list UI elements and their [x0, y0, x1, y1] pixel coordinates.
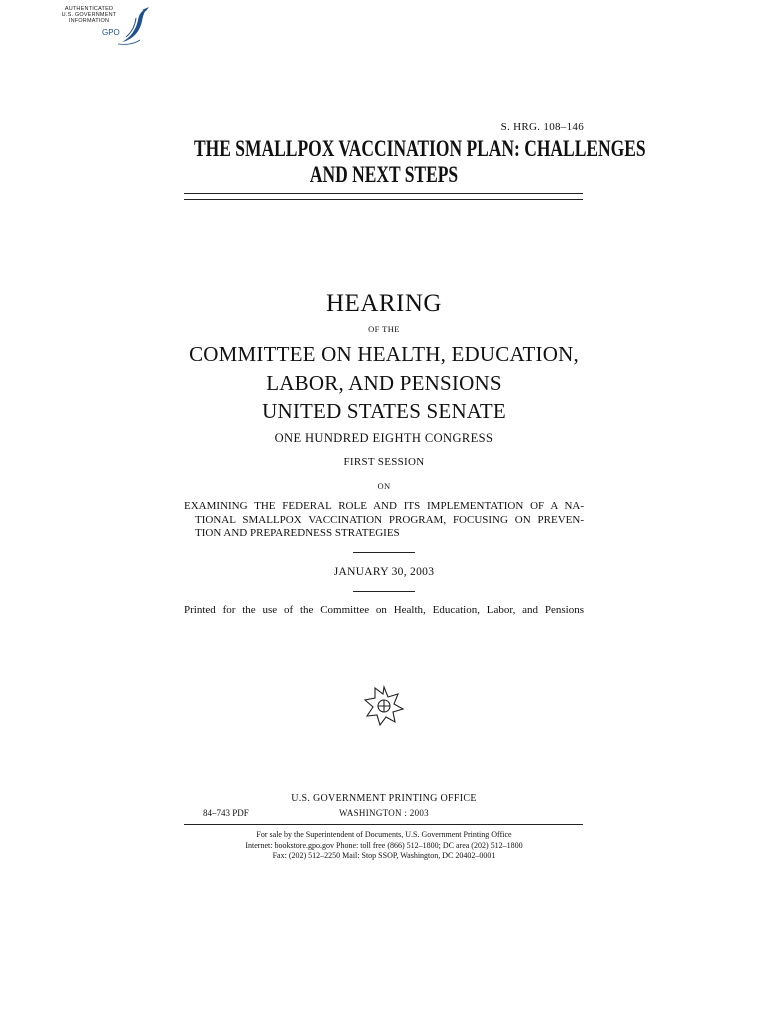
subject-line-3: TION AND PREPAREDNESS STRATEGIES: [195, 527, 400, 539]
committee-name: [134, 340, 634, 426]
title-double-rule: [184, 193, 583, 200]
place-label: WASHINGTON: [339, 808, 402, 818]
committee-line-2: LABOR, AND PENSIONS: [266, 370, 502, 395]
sale-information: [134, 830, 634, 862]
title-line-2: AND NEXT STEPS: [309, 162, 459, 187]
committee-line-1: COMMITTEE ON HEALTH, EDUCATION,: [189, 342, 579, 366]
printed-for-note: Printed for the use of the Committee on Health, Education, Labor, and Pensions: [184, 604, 584, 616]
session-label: FIRST SESSION: [343, 456, 425, 468]
date-rule-top: [353, 552, 415, 553]
sale-line-2: Internet: bookstore.gpo.gov Phone: toll free (866) 512–1800; DC area (202) 512–1800: [245, 840, 523, 850]
on-label: ON: [377, 481, 391, 491]
seal-text: [58, 6, 120, 24]
date-rule-bottom: [353, 591, 415, 592]
sale-line-1: For sale by the Superintendent of Documents, U.S. Government Printing Office: [256, 830, 512, 839]
title-line-1: THE SMALLPOX VACCINATION PLAN: CHALLENGES: [194, 136, 646, 161]
year-label: : 2003: [404, 808, 429, 818]
congress-label: ONE HUNDRED EIGHTH CONGRESS: [274, 431, 494, 445]
seal-line-1: AUTHENTICATED: [64, 6, 114, 12]
hearing-number: S. HRG. 108–146: [500, 121, 584, 133]
of-the-label: OF THE: [368, 324, 400, 334]
footer-rule: [184, 824, 583, 825]
subject-line-2: TIONAL SMALLPOX VACCINATION PROGRAM, FOCUSING ON PREVEN-: [195, 513, 584, 526]
gpo-eagle-icon: [116, 4, 150, 48]
hearing-heading: HEARING: [326, 290, 442, 317]
seal-gpo-mark: GPO: [102, 28, 120, 37]
sale-line-3: Fax: (202) 512–2250 Mail: Stop SSOP, Washington, DC 20402–0001: [272, 851, 496, 860]
hearing-subject: [184, 500, 584, 541]
gpo-star-ornament-icon: [362, 684, 406, 728]
subject-line-1: EXAMINING THE FEDERAL ROLE AND ITS IMPLEMENTATION OF A NA-: [184, 500, 584, 512]
document-title: [134, 136, 646, 188]
printing-office-label: U.S. GOVERNMENT PRINTING OFFICE: [291, 793, 477, 804]
committee-line-3: UNITED STATES SENATE: [262, 399, 506, 423]
seal-line-3: INFORMATION: [68, 18, 110, 24]
seal-line-2: U.S. GOVERNMENT: [61, 12, 117, 18]
publication-place: [334, 808, 434, 818]
gpo-authentication-seal: [58, 4, 150, 48]
hearing-date: JANUARY 30, 2003: [333, 566, 435, 578]
document-number: 84–743 PDF: [203, 808, 249, 818]
